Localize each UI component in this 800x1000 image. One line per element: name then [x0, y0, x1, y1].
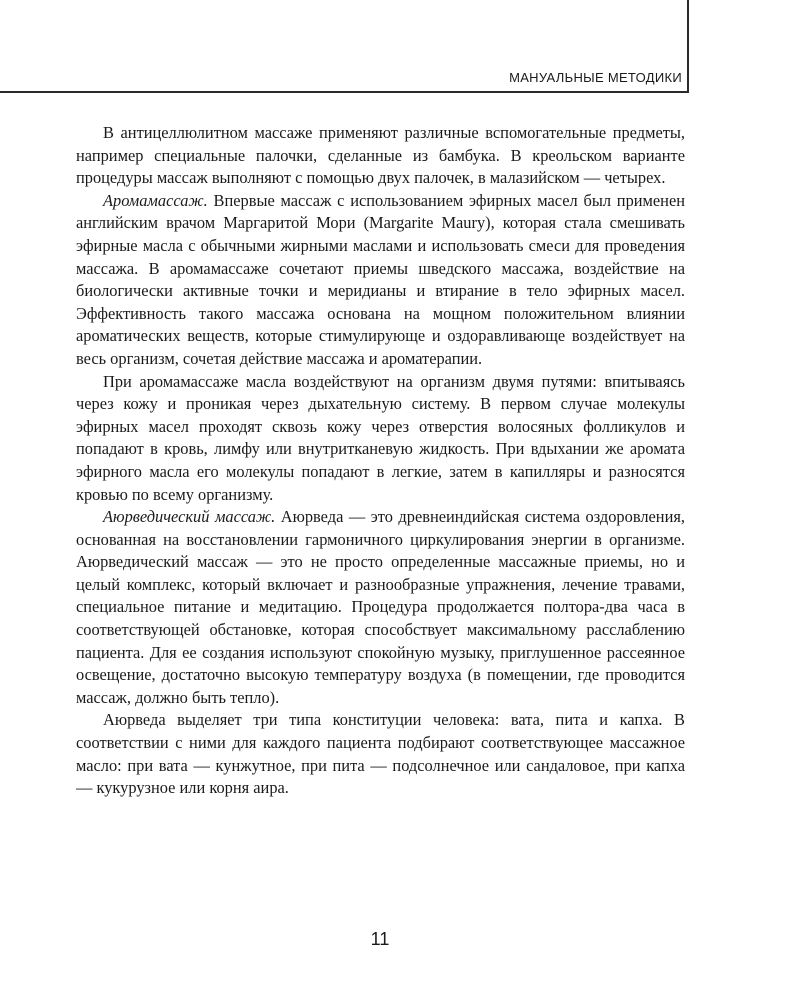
paragraph-2-lead: Аромамассаж.: [103, 190, 208, 210]
paragraph-1-text: В антицеллюлитном массаже применяют различные вспомогательные предметы, например специальные палочки, сделанные из бамбука. В креольском варианте процедуры массаж выполняют с помощью двух палочек, в малазийском — четырех.: [76, 123, 685, 188]
paragraph-5: [76, 709, 685, 799]
paragraph-5-text: Аюрведа выделяет три типа конституции человека: вата, пита и капха. В соответствии с ними для каждого пациента подбирают соответствующее массажное масло: при вата — кунжутное, при пита — подсолнечное или сандаловое, при капха — кукурузное или корня аира.: [76, 710, 685, 798]
page-number: 11: [370, 929, 390, 949]
paragraph-3: [76, 371, 685, 507]
header-frame-bottom-rule: [0, 91, 689, 93]
body-text: [76, 122, 685, 800]
running-head: МАНУАЛЬНЫЕ МЕТОДИКИ: [509, 70, 682, 85]
paragraph-4-text: Аюрведа — это древнеиндийская система оздоровления, основанная на восстановлении гармоничного циркулирования энергии в организме. Аюрведический массаж — это не просто определенные массажные приемы, но и целый комплекс, который включает и разнообразные упражнения, лечение травами, специальное питание и медитацию. Процедура продолжается полтора-два часа в соответствующей обстановке, которая способствует максимальному расслаблению пациента. Для ее создания используют спокойную музыку, приглушенное рассеянное освещение, достаточно высокую температуру воздуха (в помещении, где проводится массаж, должно быть тепло).: [76, 507, 685, 707]
paragraph-4: [76, 506, 685, 709]
paragraph-2: [76, 190, 685, 371]
header-frame-right-rule: [687, 0, 689, 92]
paragraph-4-lead: Аюрведический массаж.: [103, 507, 276, 527]
paragraph-3-text: При аромамассаже масла воздействуют на организм двумя путями: впитываясь через кожу и проникая через дыхательную систему. В первом случае молекулы эфирных масел проходят сквозь кожу через отверстия волосяных фолликулов и попадают в кровь, лимфу или внутритканевую жидкость. При вдыхании же аромата эфирного масла его молекулы попадают в легкие, затем в капилляры и разносятся кровью по всему организму.: [76, 371, 685, 504]
paragraph-1: [76, 122, 685, 190]
paragraph-2-text: Впервые массаж с использованием эфирных масел был применен английским врачом Маргаритой Мори (Margarite Maury), которая стала смешивать эфирные масла с обычными жирными маслами и использовать смеси для проведения массажа. В аромамассаже сочетают приемы шведского массажа, воздействие на биологически активные точки и меридианы и втирание в тело эфирных масел. Эффективность такого массажа основана на мощном положительном влиянии ароматических веществ, которые стимулирующе и оздоравливающе воздействует на весь организм, сочетая действие массажа и ароматерапии.: [76, 190, 685, 368]
